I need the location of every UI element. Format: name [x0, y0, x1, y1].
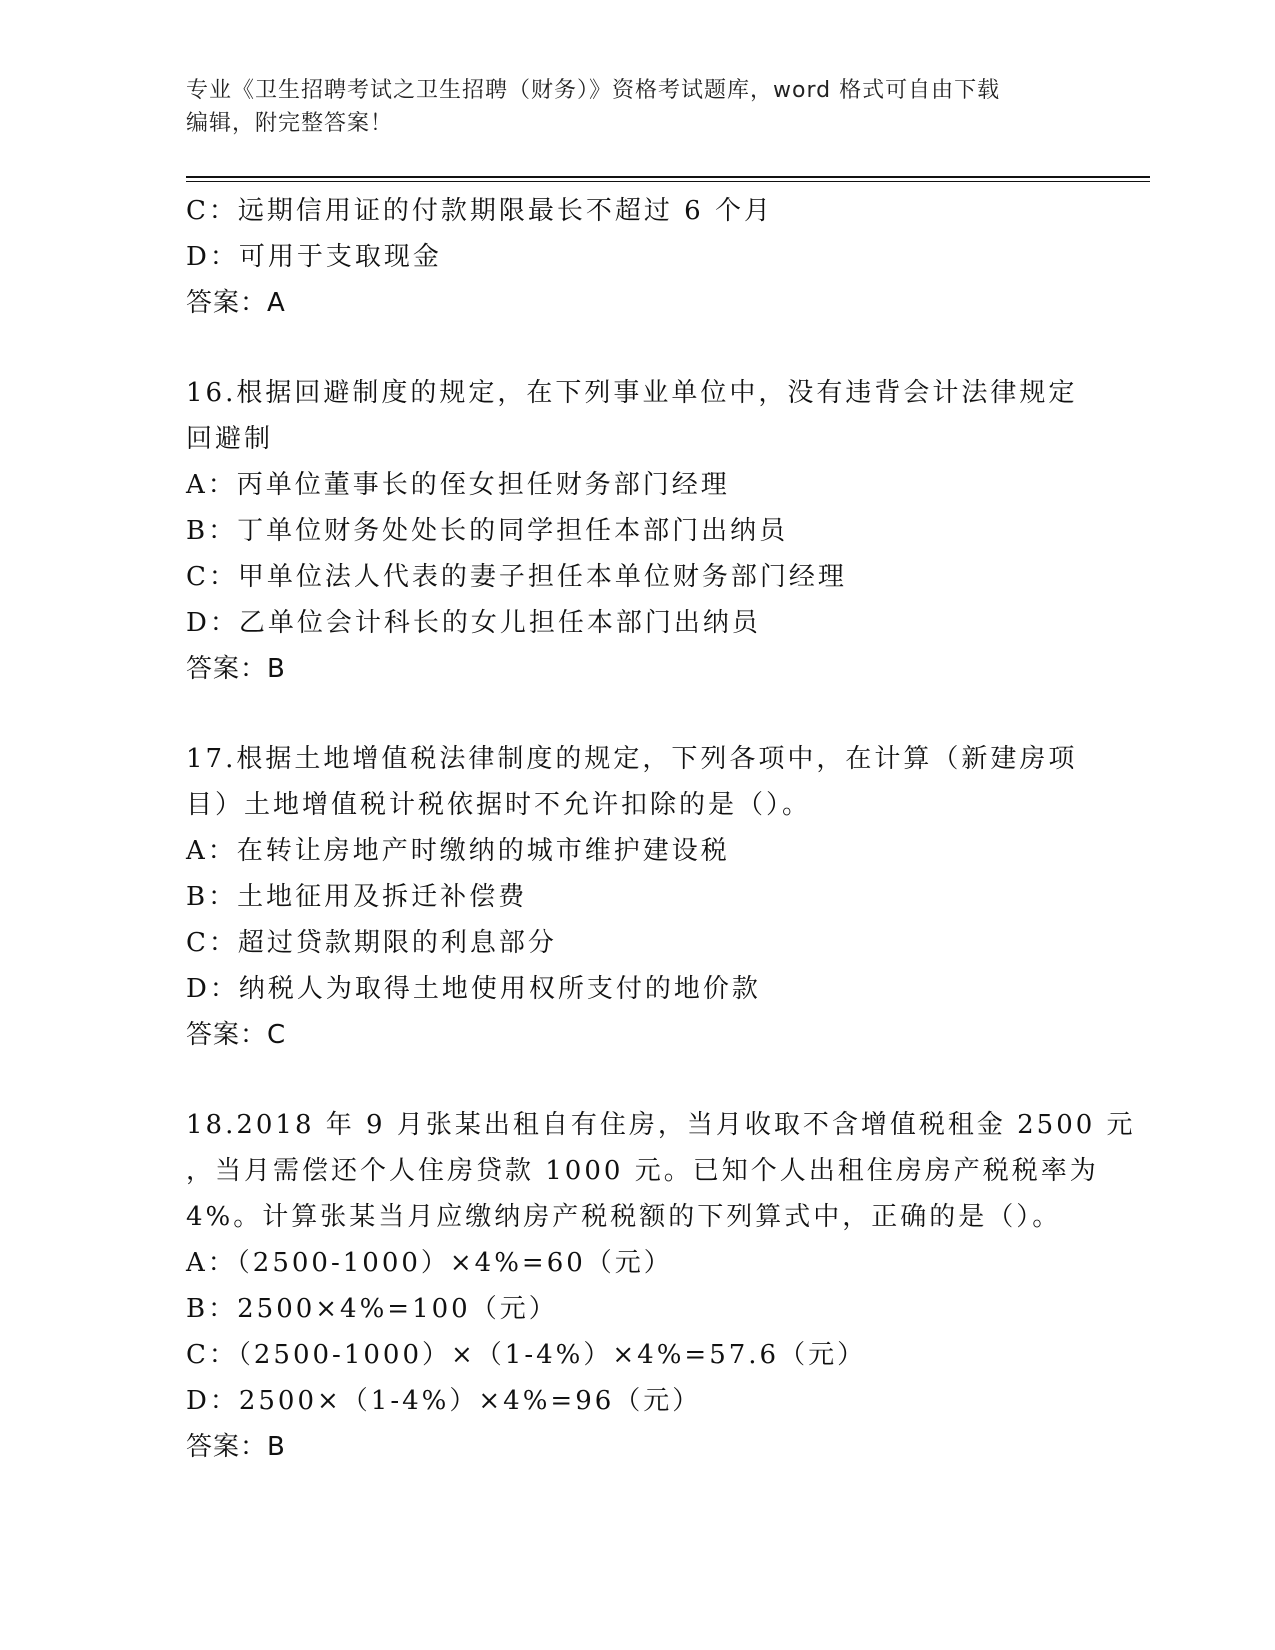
question-15-continued [186, 188, 1106, 326]
q18-stem-line-3: 4%。计算张某当月应缴纳房产税税额的下列算式中，正确的是（）。 [186, 1202, 1062, 1232]
q16-option-d: D：乙单位会计科长的女儿担任本部门出纳员 [186, 608, 761, 638]
q18-option-b: B：2500×4%=100（元） [186, 1294, 558, 1324]
q16-stem-line-2: 回避制 [186, 424, 274, 454]
question-list [186, 188, 1136, 1470]
q18-stem-line-1: 18.2018 年 9 月张某出租自有住房，当月收取不含增值税租金 2500 元 [186, 1110, 1136, 1140]
question-17 [186, 736, 1106, 1058]
question-18 [186, 1102, 1136, 1470]
q17-answer: 答案：C [186, 1020, 287, 1050]
q15-option-c: C：远期信用证的付款期限最长不超过 6 个月 [186, 196, 773, 226]
q18-option-a: A：（2500-1000）×4%=60（元） [186, 1248, 673, 1278]
q18-stem-line-2: ，当月需偿还个人住房贷款 1000 元。已知个人出租住房房产税税率为 [186, 1156, 1099, 1186]
document-header [186, 74, 1086, 140]
q15-option-d: D：可用于支取现金 [186, 242, 442, 272]
header-divider [186, 176, 1150, 182]
header-line-2: 编辑，附完整答案！ [186, 111, 394, 136]
q17-stem-line-2: 目）土地增值税计税依据时不允许扣除的是（）。 [186, 790, 812, 820]
q18-option-c: C：（2500-1000）×（1-4%）×4%=57.6（元） [186, 1340, 867, 1370]
q16-option-a: A：丙单位董事长的侄女担任财务部门经理 [186, 470, 730, 500]
q15-answer: 答案：A [186, 288, 286, 318]
q16-option-c: C：甲单位法人代表的妻子担任本单位财务部门经理 [186, 562, 847, 592]
q17-option-b: B：土地征用及拆迁补偿费 [186, 882, 528, 912]
q18-answer: 答案：B [186, 1432, 286, 1462]
q17-option-d: D：纳税人为取得土地使用权所支付的地价款 [186, 974, 761, 1004]
question-16 [186, 370, 1106, 692]
header-line-1: 专业《卫生招聘考试之卫生招聘（财务）》资格考试题库，word 格式可自由下载 [186, 78, 1001, 103]
q16-stem-line-1: 16.根据回避制度的规定，在下列事业单位中，没有违背会计法律规定 [186, 378, 1078, 408]
q16-option-b: B：丁单位财务处处长的同学担任本部门出纳员 [186, 516, 789, 546]
q17-option-c: C：超过贷款期限的利息部分 [186, 928, 557, 958]
q18-option-d: D：2500×（1-4%）×4%=96（元） [186, 1386, 702, 1416]
q17-option-a: A：在转让房地产时缴纳的城市维护建设税 [186, 836, 730, 866]
q16-answer: 答案：B [186, 654, 286, 684]
q17-stem-line-1: 17.根据土地增值税法律制度的规定，下列各项中，在计算（新建房项 [186, 744, 1078, 774]
